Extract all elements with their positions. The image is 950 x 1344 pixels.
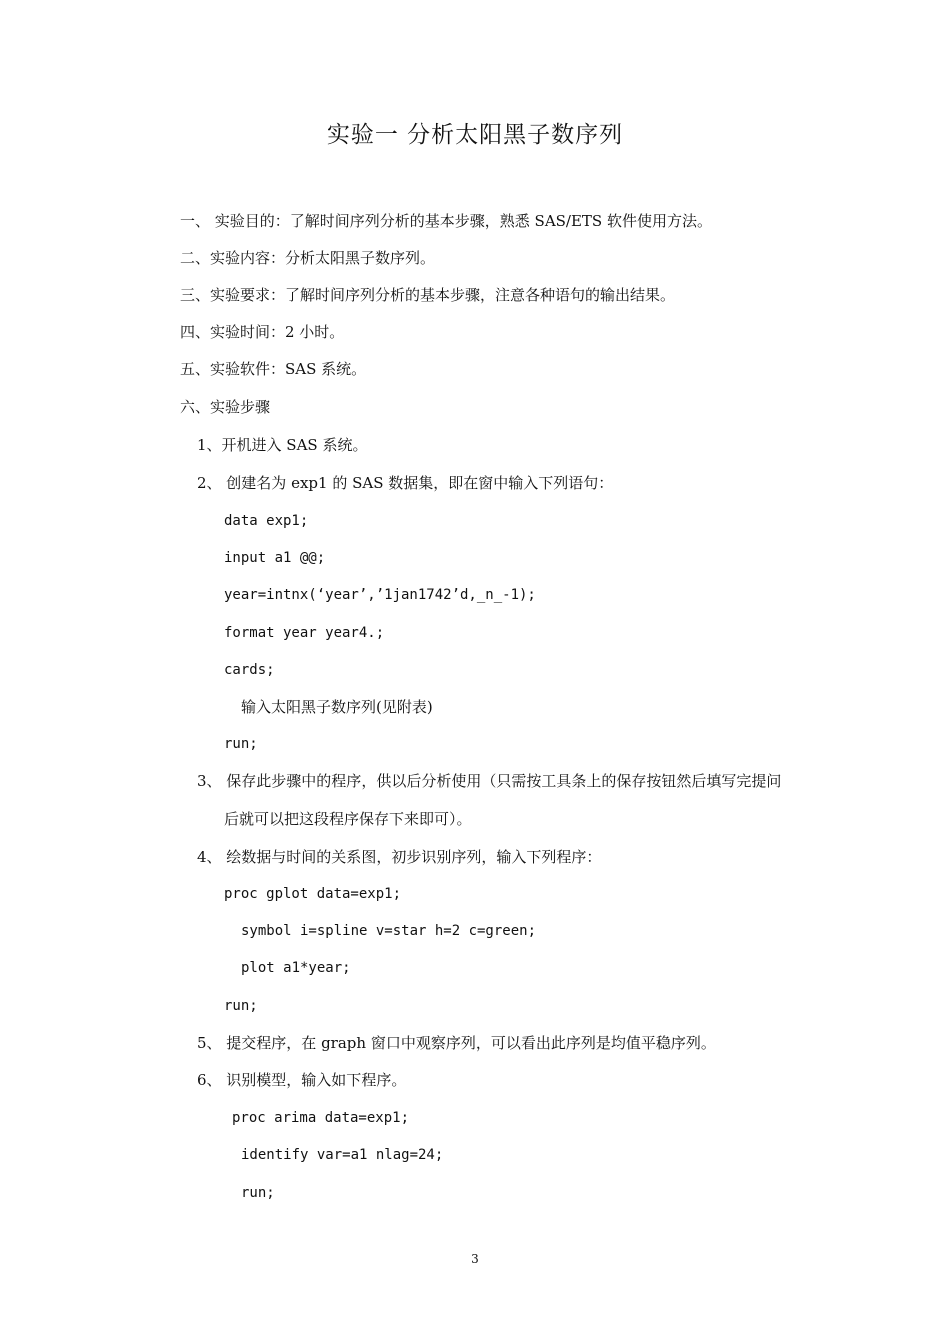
code-line: identify var=a1 nlag=24; — [241, 1147, 444, 1163]
code-line: run; — [224, 736, 258, 752]
code-line: proc gplot data=exp1; — [224, 886, 402, 902]
code-line: year=intnx(‘year’,’1jan1742’d,_n_-1); — [224, 587, 536, 603]
code-line: input a1 @@; — [224, 550, 326, 566]
section-requirements: 三、实验要求：了解时间序列分析的基本步骤，注意各种语句的输出结果。 — [180, 286, 676, 304]
code-line: plot a1*year; — [241, 960, 351, 976]
code-line: run; — [224, 998, 258, 1014]
section-time: 四、实验时间：2 小时。 — [180, 323, 345, 341]
code-comment: 输入太阳黑子数序列(见附表) — [241, 698, 433, 716]
code-line: data exp1; — [224, 513, 309, 529]
page-title: 实验一 分析太阳黑子数序列 — [326, 122, 624, 148]
step-3-continued: 后就可以把这段程序保存下来即可）。 — [224, 810, 472, 828]
step-6: 6、 识别模型，输入如下程序。 — [197, 1071, 407, 1089]
code-line: format year year4.; — [224, 625, 385, 641]
section-content: 二、实验内容：分析太阳黑子数序列。 — [180, 249, 436, 267]
step-2: 2、 创建名为 exp1 的 SAS 数据集，即在窗中输入下列语句： — [197, 474, 614, 492]
code-line: symbol i=spline v=star h=2 c=green; — [241, 923, 537, 939]
section-steps-heading: 六、实验步骤 — [180, 398, 271, 416]
step-4: 4、 绘数据与时间的关系图，初步识别序列，输入下列程序： — [197, 848, 602, 866]
code-line: run; — [241, 1185, 275, 1201]
step-5: 5、 提交程序，在 graph 窗口中观察序列，可以看出此序列是均值平稳序列。 — [197, 1034, 716, 1052]
code-line: cards; — [224, 662, 275, 678]
code-line: proc arima data=exp1; — [232, 1110, 410, 1126]
step-1: 1、开机进入 SAS 系统。 — [197, 436, 368, 454]
page-number: 3 — [471, 1252, 479, 1266]
section-purpose: 一、 实验目的：了解时间序列分析的基本步骤，熟悉 SAS/ETS 软件使用方法。 — [180, 212, 712, 230]
section-software: 五、实验软件：SAS 系统。 — [180, 360, 367, 378]
step-3: 3、 保存此步骤中的程序，供以后分析使用（只需按工具条上的保存按钮然后填写完提问 — [197, 772, 782, 790]
